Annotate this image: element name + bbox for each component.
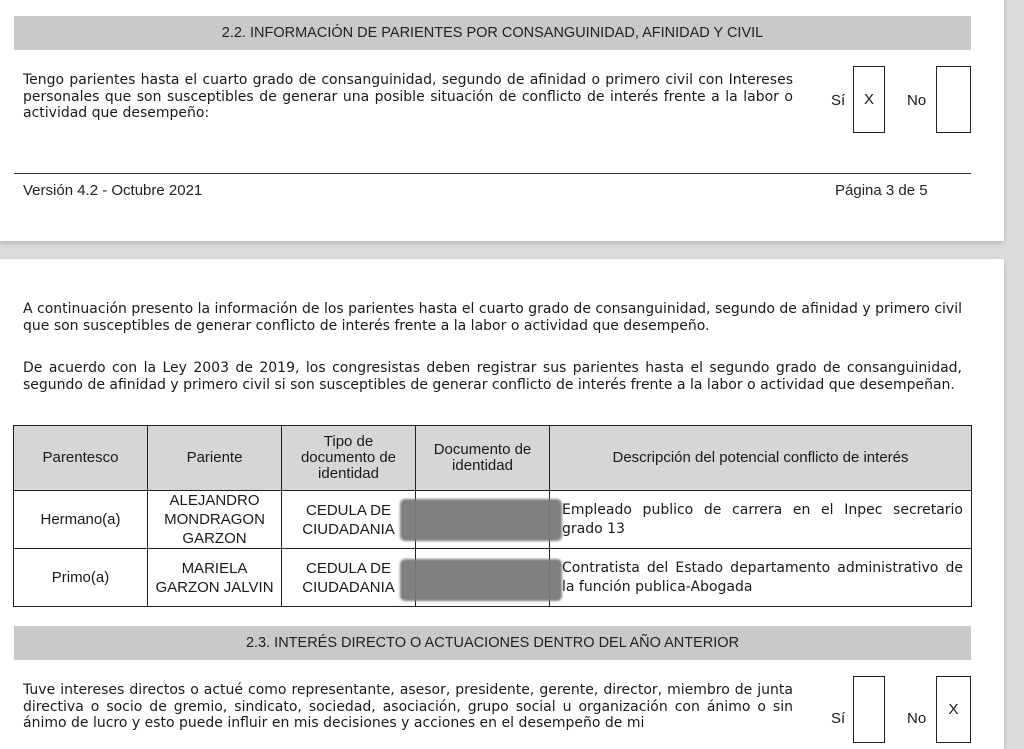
redaction-block	[400, 559, 562, 601]
section-2-2-statement: Tengo parientes hasta el cuarto grado de consanguinidad, segundo de afinidad o primero civil con Intereses personales que son susceptibles de generar una posible situación de conflicto de interés frente a la labor o actividad que desempeño:	[23, 72, 793, 121]
cell-tipo-documento: CEDULA DE CIUDADANIA	[282, 491, 416, 549]
cell-descripcion: Contratista del Estado departamento administrativo de la función publica-Abogada	[550, 549, 972, 607]
cell-descripcion: Empleado publico de carrera en el Inpec secretario grado 13	[550, 491, 972, 549]
cell-pariente: MARIELA GARZON JALVIN	[148, 549, 282, 607]
document-page-3	[0, 0, 1004, 241]
header-parentesco: Parentesco	[14, 426, 148, 491]
section-2-3-statement: Tuve intereses directos o actué como representante, asesor, presidente, gerente, director, miembro de junta directiva o socio de gremio, sindicato, sociedad, asociación, grupo social u organización con ánimo o sin ánimo de lucro y esto puede influir en mis decisiones y acciones en el desempeño de mi	[23, 682, 793, 731]
redaction-block	[400, 499, 562, 541]
cell-pariente: ALEJANDRO MONDRAGON GARZON	[148, 491, 282, 549]
section-2-3-header: 2.3. INTERÉS DIRECTO O ACTUACIONES DENTRO DEL AÑO ANTERIOR	[14, 626, 971, 660]
section-2-2-header: 2.2. INFORMACIÓN DE PARIENTES POR CONSANGUINIDAD, AFINIDAD Y CIVIL	[14, 16, 971, 50]
header-descripcion: Descripción del potencial conflicto de interés	[550, 426, 972, 491]
header-documento: Documento de identidad	[416, 426, 550, 491]
yes-checkbox[interactable]	[853, 676, 885, 743]
header-pariente: Pariente	[148, 426, 282, 491]
footer-version: Versión 4.2 - Octubre 2021	[23, 182, 203, 199]
cell-parentesco: Hermano(a)	[14, 491, 148, 549]
no-checkbox[interactable]: X	[936, 676, 971, 743]
footer-page-number: Página 3 de 5	[835, 182, 928, 199]
intro-paragraph-1: A continuación presento la información de los parientes hasta el cuarto grado de consanguinidad, segundo de afinidad y primero civil que son susceptibles de generar conflicto de interés frente a la labor o actividad que desempeño.	[23, 301, 962, 334]
no-label: No	[907, 710, 927, 727]
header-tipo-documento: Tipo de documento de identidad	[282, 426, 416, 491]
yes-label: Sí	[831, 710, 846, 727]
intro-paragraph-2: De acuerdo con la Ley 2003 de 2019, los congresistas deben registrar sus parientes hasta el segundo grado de consanguinidad, segundo de afinidad y primero civil si son susceptibles de generar conflicto de interés frente a la labor o actividad que desempeñan.	[23, 360, 962, 393]
yes-checkbox[interactable]: X	[853, 66, 885, 133]
no-label: No	[907, 92, 927, 109]
cell-parentesco: Primo(a)	[14, 549, 148, 607]
yes-label: Sí	[831, 92, 846, 109]
cell-tipo-documento: CEDULA DE CIUDADANIA	[282, 549, 416, 607]
document-page-4	[0, 259, 1004, 749]
no-checkbox[interactable]	[936, 66, 971, 133]
table-header-row	[14, 426, 972, 491]
footer-divider	[14, 173, 971, 174]
